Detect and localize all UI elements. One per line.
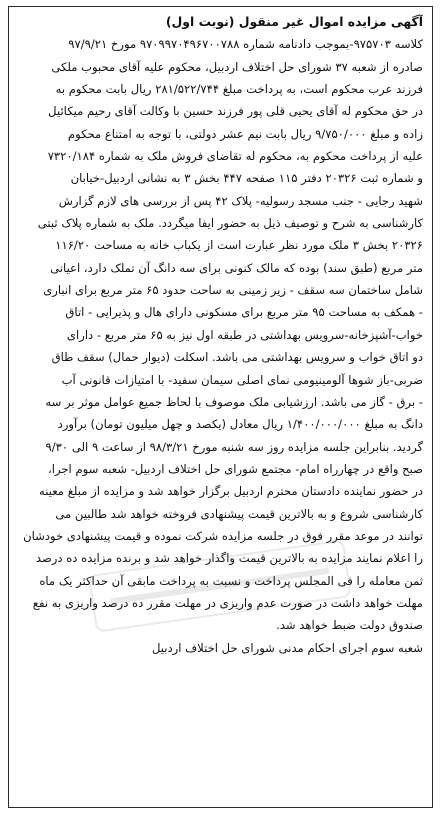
notice-line: زاده و مبلغ ۹/۷۵۰/۰۰۰ ریال بابت نیم عشر دولتی، با توجه به امتناع محکوم xyxy=(67,126,423,141)
notice-line: - برق - گاز می باشد. ارزشیابی ملک موصوف با لحاظ جمیع عوامل موثر بر سه xyxy=(45,394,423,409)
notice-title: آگهی مزایده اموال غیر منقول (نوبت اول) xyxy=(165,14,423,29)
notice-line: دانگ به مبلغ ۱/۴۰۰/۰۰۰/۰۰۰ ریال معادل (یکصد و چهل میلیون تومان) برآورد xyxy=(57,417,423,432)
notice-line: شهید رجایی - جنب مسجد رسولیه- پلاک ۴۲ پس از بررسی های لازم گزارش xyxy=(58,193,423,208)
notice-line: در حق محکوم له آقای یحیی قلی پور فرزند حسین با وکالت آقای رحیم میکائیل xyxy=(48,104,423,119)
notice-line: علیه از پرداخت محکوم به، محکوم له تقاضای فروش ملک به شماره ۷۳۲۰/۱۸۴ xyxy=(47,149,423,164)
notice-line: کلاسه ۹۷۵۷۰۳-بموجب دادنامه شماره ۹۷۰۹۹۷۰۴۹۶۷۰۰۷۸۸ مورخ ۹۷/۹/۲۱ xyxy=(68,37,423,52)
notice-line: در حضور نماینده دادستان محترم اردبیل برگزار خواهد شد و مزایده از مبلغ معینه xyxy=(39,484,423,499)
notice-line: صادره از شعبه ۳۷ شورای حل اختلاف اردبیل، محکوم علیه آقای محبوب ملکی xyxy=(51,59,423,74)
notice-line: کارشناسی شروع و به بالاترین قیمت پیشنهادی فروخته خواهد شد طالبین می xyxy=(55,506,423,521)
notice-line: متر مربع (طبق سند) بوده که مالک کنونی برای سه دانگ آن تملک دارد، اعیانی xyxy=(50,260,423,275)
notice-line: صندوق دولت ضبط خواهد شد. xyxy=(276,618,423,633)
notice-line: توانند در موعد مقرر فوق در جلسه مزایده شرکت نموده و قیمت پیشنهادی خودشان xyxy=(23,528,423,543)
notice-line: ضربی-باز شوها آلومینیومی نمای اصلی سیمان سفید- با امتیازات قانونی آب xyxy=(61,372,423,387)
notice-line: صبح واقع در چهارراه امام- مجتمع شورای حل اختلاف اردبیل- شعبه سوم اجرا، xyxy=(48,461,423,476)
notice-line: مهلت خواهد داشت در صورت عدم واریزی در مهلت مقرر ده درصد واریزی به نفع xyxy=(32,595,423,610)
notice-line: فرزند عرب محکوم است، به پرداخت مبلغ ۲۸۱/۵۲۲/۷۴۴ ریال بابت محکوم به xyxy=(55,82,423,97)
notice-line: شامل ساختمان سه سقف - زیر زمینی به ساحت حدود ۶۵ متر مربع برای انباری xyxy=(43,283,423,298)
notice-line: دو اتاق خواب و سرویس بهداشتی می باشد. اسکلت (دیوار حمال) سقف طاق xyxy=(51,350,423,365)
notice-line: ثمن معامله را فی المجلس پرداخت و نسبت به پرداخت مابقی آن حداکثر یک ماه xyxy=(39,573,423,588)
notice-body xyxy=(18,33,423,636)
notice-signature: شعبه سوم اجرای احکام مدنی شورای حل اختلاف اردبیل xyxy=(151,640,423,655)
notice-line: و شماره ثبت ۲۰۳۲۶ دفتر ۱۱۵ صفحه ۴۴۷ بخش ۳ به نشانی اردبیل-خیابان xyxy=(70,171,423,186)
notice-line: را اعلام نمایند مزایده به بالاترین قیمت واگذار خواهد شد و برنده مزایده ده درصد xyxy=(35,551,423,566)
notice-line: گردید. بنابراین جلسه مزایده روز سه شنبه مورخ ۹۸/۳/۲۱ از ساعت ۹ الی ۹/۳۰ xyxy=(45,439,423,454)
notice-line: کارشناسی به شرح و توصیف ذیل به حضور ایفا میگردد. ملک به شماره پلاک ثبتی xyxy=(37,216,423,231)
notice-line: - همکف به مساحت ۹۵ متر مربع برای مسکونی دارای هال و پذیرایی - اتاق xyxy=(65,305,423,320)
notice-line: خواب-آشپزخانه-سرویس بهداشتی در طبقه اول نیز به ۶۵ متر مربع - دارای xyxy=(66,327,423,342)
notice-line: ۲۰۳۲۶ بخش ۳ ملک مورد نظر عبارت است از یکباب خانه به مساحت ۱۱۶/۲۰ xyxy=(55,238,423,253)
auction-notice xyxy=(8,6,433,808)
